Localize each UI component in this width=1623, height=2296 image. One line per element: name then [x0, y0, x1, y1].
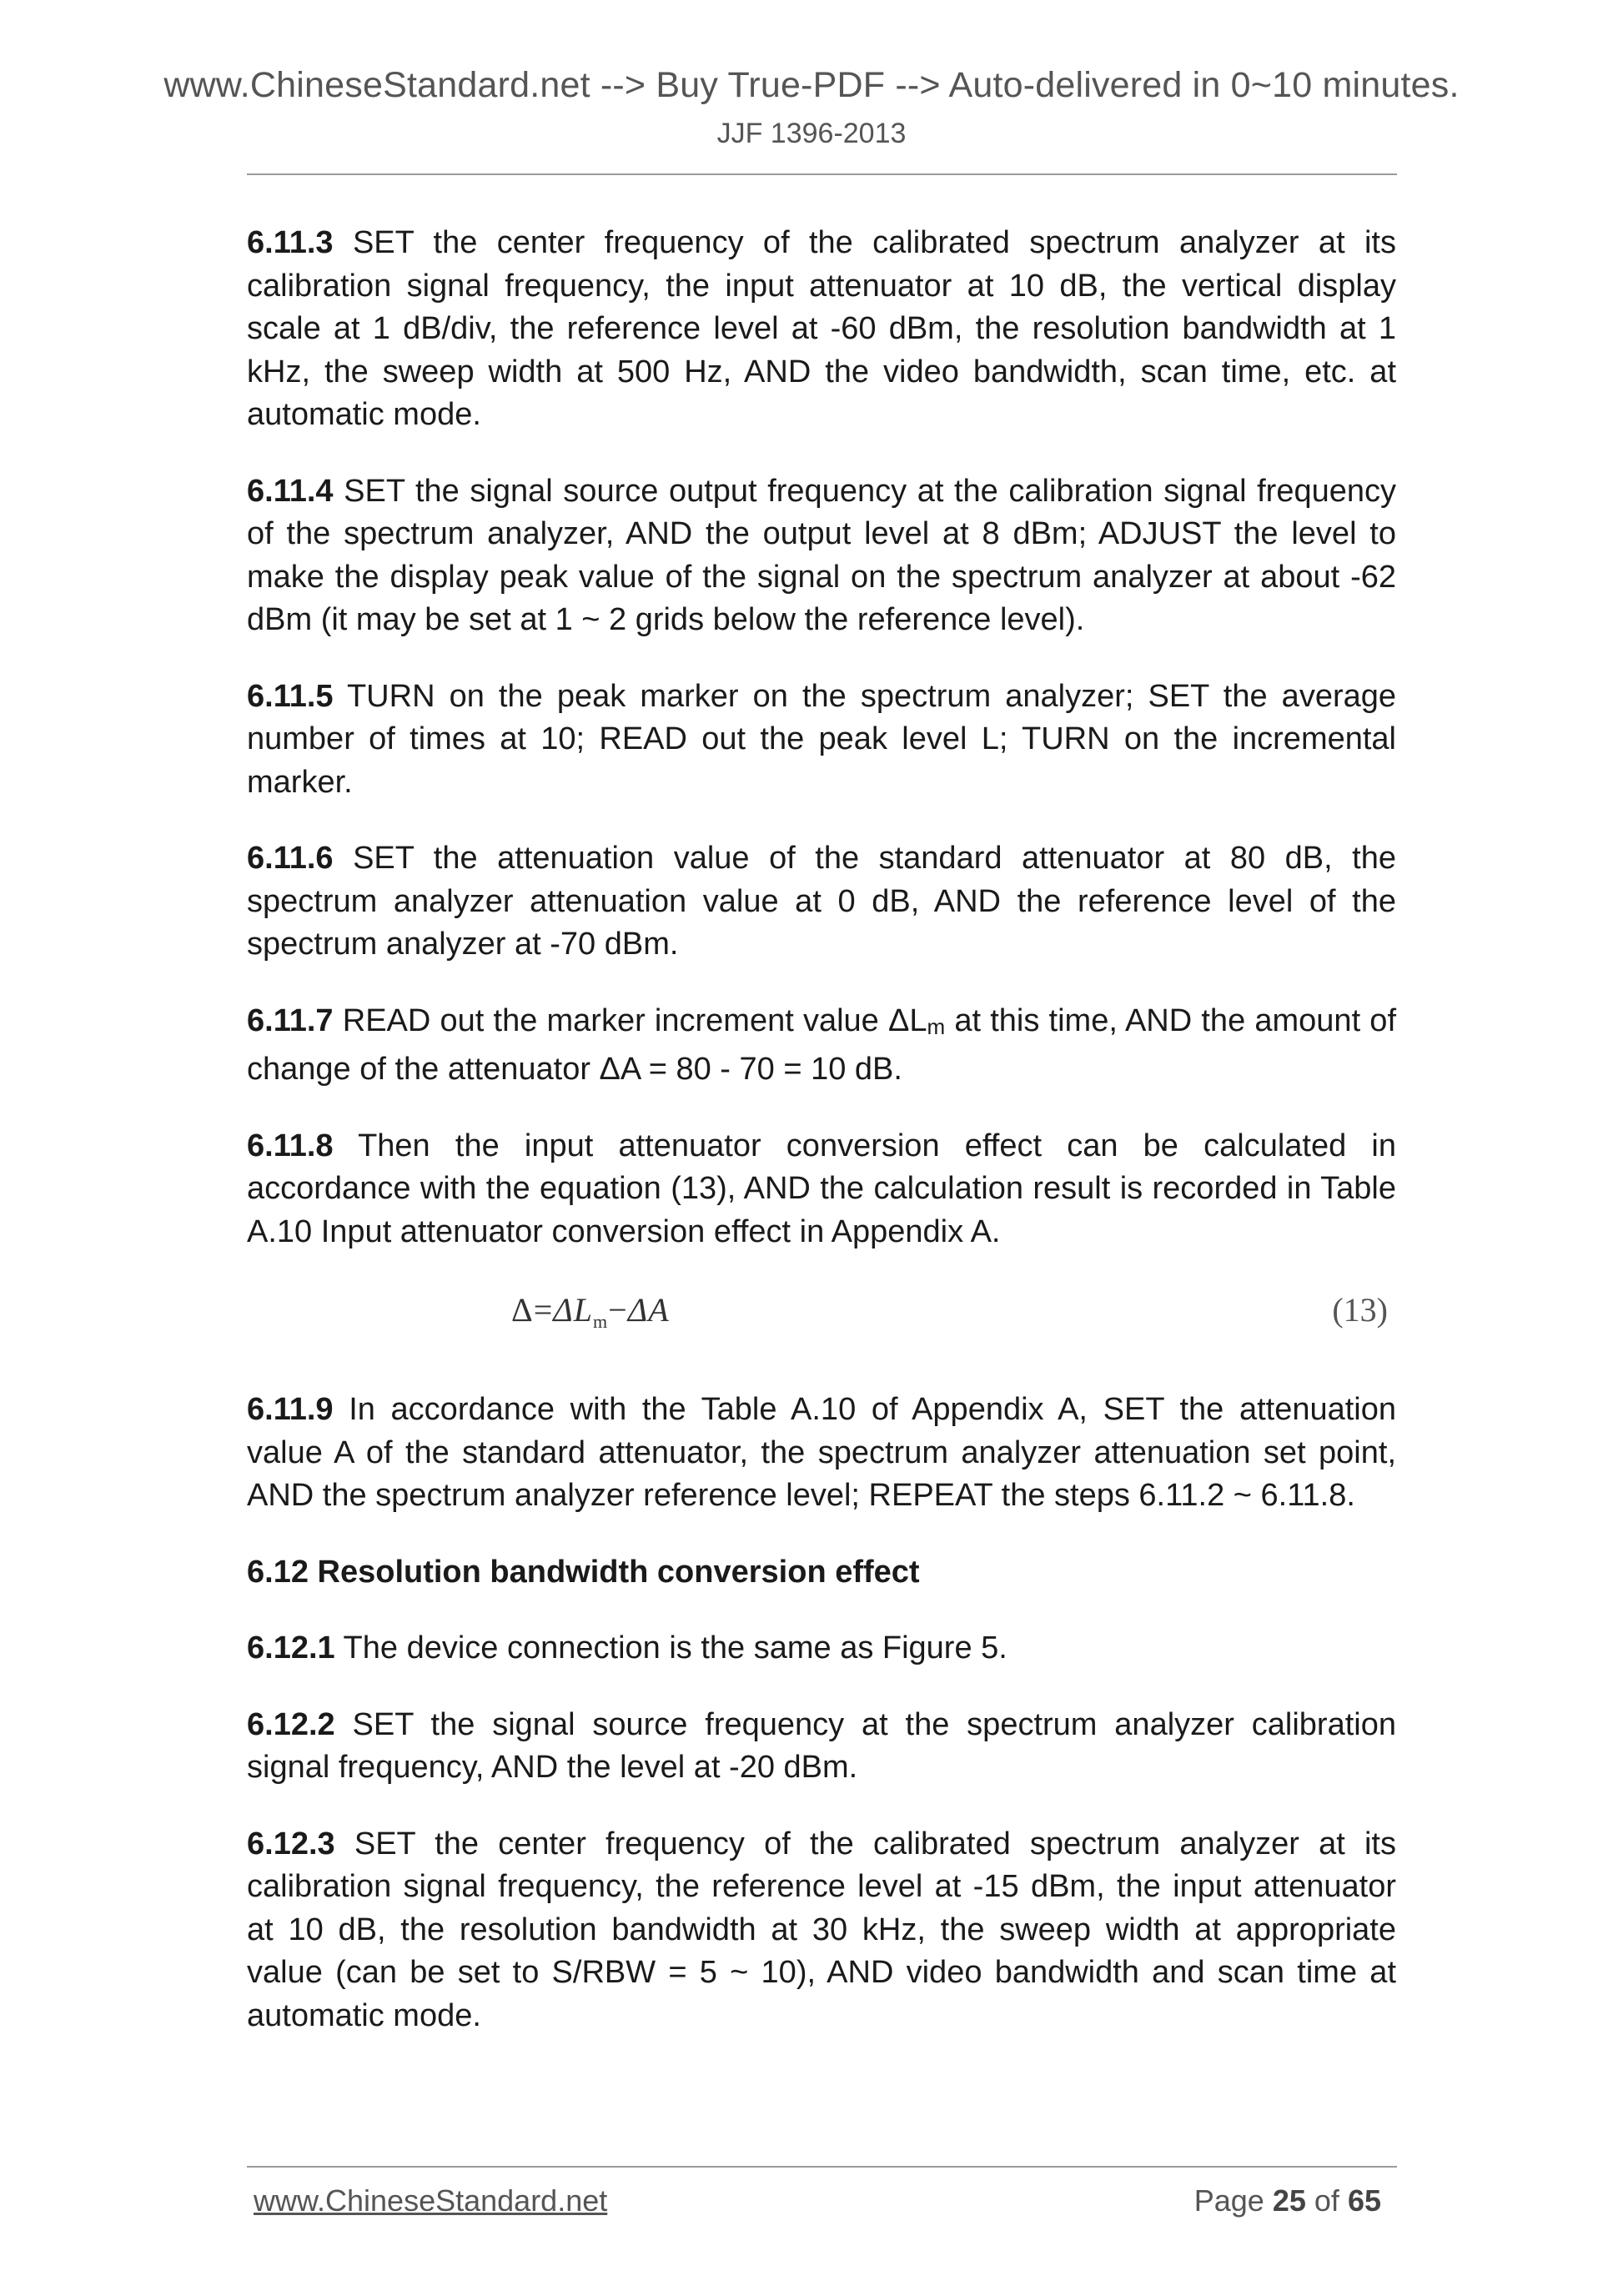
- clause-text: SET the center frequency of the calibrated spectrum analyzer at its calibration signal frequency, the input attenuator at 10 dB, the vertical display scale at 1 dB/div, the reference level at -60 dBm, the resolution bandwidth at 1 kHz, the sweep width at 500 Hz, AND the video bandwidth, scan time, etc. at automatic mode.: [247, 225, 1396, 432]
- top-banner[interactable]: www.ChineseStandard.net --> Buy True-PDF --> Auto-delivered in 0~10 minutes.: [163, 65, 1460, 105]
- page-total: 65: [1347, 2183, 1381, 2218]
- equation-number: (13): [1332, 1291, 1388, 1329]
- equation-minus: −: [608, 1291, 628, 1329]
- equation-equals: =: [533, 1291, 554, 1329]
- clause-number: 6.12.2: [247, 1706, 335, 1742]
- clause-text: SET the center frequency of the calibrated spectrum analyzer at its calibration signal frequency, the reference level at -15 dBm, the input attenuator at 10 dB, the resolution bandwidth at 30 kHz, the sweep width at appropriate value (can be set to S/RBW = 5 ~ 10), AND video bandwidth and scan time at automatic mode.: [247, 1826, 1396, 2033]
- clause-text: SET the signal source output frequency at the calibration signal frequency of the spectrum analyzer, AND the output level at 8 dBm; ADJUST the level to make the display peak value of the signal on the spectrum analyzer at about -62 dBm (it may be set at 1 ~ 2 grids below the reference level).: [247, 473, 1396, 637]
- page-indicator: [1194, 2183, 1381, 2218]
- paragraph-6-12-3: [247, 1823, 1396, 2038]
- clause-number: 6.11.3: [247, 225, 334, 260]
- equation-13: [247, 1287, 1396, 1342]
- page-of: of: [1314, 2183, 1339, 2218]
- paragraph-6-11-6: [247, 837, 1396, 967]
- paragraph-6-11-7: [247, 1000, 1396, 1092]
- clause-number: 6.11.4: [247, 473, 334, 509]
- paragraph-6-11-4: [247, 470, 1396, 642]
- section-heading-6-12: 6.12 Resolution bandwidth conversion effect: [247, 1554, 920, 1590]
- equation-lhs: Δ: [511, 1291, 534, 1329]
- clause-text-after: at this time, AND the amount of change of the attenuator ΔA = 80 - 70 = 10 dB.: [247, 1002, 1396, 1087]
- clause-number: 6.12.1: [247, 1630, 335, 1665]
- clause-text: Then the input attenuator conversion effect can be calculated in accordance with the equation (13), AND the calculation result is recorded in Table A.10 Input attenuator conversion effect in Appendix A.: [247, 1128, 1397, 1249]
- clause-text: TURN on the peak marker on the spectrum analyzer; SET the average number of times at 10; READ out the peak level L; TURN on the incremental marker.: [247, 678, 1397, 800]
- clause-text-before: READ out the marker increment value ΔL: [342, 1002, 927, 1038]
- clause-text: The device connection is the same as Figure 5.: [343, 1630, 1007, 1665]
- paragraph-6-11-3: [247, 222, 1396, 437]
- page-current: 25: [1272, 2183, 1306, 2218]
- paragraph-6-11-9: [247, 1389, 1396, 1518]
- clause-text: In accordance with the Table A.10 of Appendix A, SET the attenuation value A of the standard attenuator, the spectrum analyzer attenuation set point, AND the spectrum analyzer reference level; REPEAT the steps 6.11.2 ~ 6.11.8.: [247, 1392, 1397, 1513]
- clause-number: 6.11.9: [247, 1392, 334, 1427]
- header-divider: [247, 173, 1397, 175]
- page-content: [247, 222, 1396, 2071]
- footer-divider: [247, 2166, 1397, 2168]
- clause-text: SET the attenuation value of the standard attenuator at 80 dB, the spectrum analyzer attenuation value at 0 dB, AND the reference level of the spectrum analyzer at -70 dBm.: [247, 841, 1396, 962]
- paragraph-6-11-8: [247, 1125, 1396, 1254]
- clause-number: 6.11.6: [247, 841, 334, 876]
- clause-number: 6.12.3: [247, 1826, 335, 1861]
- paragraph-6-12-1: [247, 1627, 1396, 1671]
- clause-number: 6.11.5: [247, 678, 334, 714]
- equation-term1: ΔL: [553, 1291, 594, 1329]
- equation-body: [511, 1290, 670, 1333]
- equation-term2: ΔA: [627, 1291, 670, 1329]
- page-label: Page: [1193, 2183, 1264, 2218]
- clause-number: 6.11.7: [247, 1002, 334, 1038]
- footer-site-link[interactable]: www.ChineseStandard.net: [254, 2183, 608, 2218]
- paragraph-6-12-2: [247, 1704, 1396, 1790]
- paragraph-6-11-5: [247, 676, 1396, 805]
- clause-number: 6.11.8: [247, 1128, 334, 1163]
- clause-text: SET the signal source frequency at the spectrum analyzer calibration signal frequency, AND the level at -20 dBm.: [247, 1706, 1396, 1785]
- clause-subscript: m: [927, 1013, 946, 1039]
- standard-code: JJF 1396-2013: [716, 118, 907, 149]
- equation-term1-subscript: m: [593, 1311, 609, 1332]
